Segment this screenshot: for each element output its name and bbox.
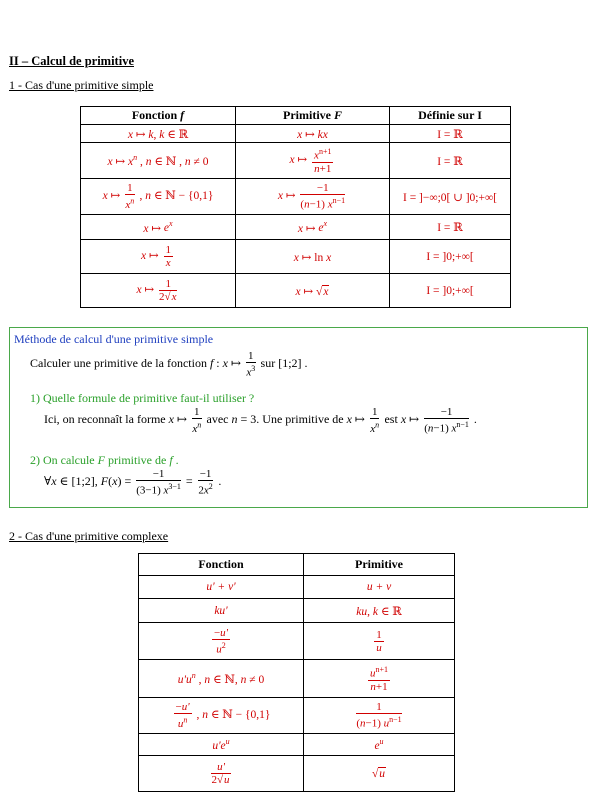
table-row: x ↦ $\frac{1}{2√x}$ x ↦ √x I = ]0;+∞[ — [81, 274, 511, 308]
table-row: x ↦ k, k ∈ ℝ x ↦ kx I = ℝ — [81, 125, 511, 143]
table-row: u' + v' u + v — [139, 576, 455, 599]
header-fonction2: Fonction — [139, 554, 304, 576]
table-row: $u'e^u$ $e^u$ — [139, 734, 455, 756]
section2-heading: 2 - Cas d'une primitive complexe — [9, 529, 169, 543]
table-row: $\frac{-u'}{u^2}$ $\frac{1}{u}$ — [139, 623, 455, 660]
simple-primitives-table — [80, 106, 511, 308]
header-fonction: Fonction f — [81, 107, 236, 125]
header-primitive2: Primitive — [304, 554, 455, 576]
header-primitive: Primitive F — [236, 107, 390, 125]
table-row: x ↦ $e^x$ x ↦ $e^x$ I = ℝ — [81, 215, 511, 240]
method-step2: 2) On calcule F primitive de f . — [30, 453, 179, 467]
table-row: x ↦ $\frac{1}{x^n}$ , n ∈ ℕ − {0,1} x ↦ $\frac{-1}{(n-1) x^{n-1}}$ I = ]−∞;0[ ∪ ]0;+∞[ — [81, 179, 511, 215]
method-intro: Calculer une primitive de la fonction f : x ↦ $\frac{1}{x^3}$ sur [1;2] . — [30, 350, 308, 379]
table-row: x ↦ $\frac{1}{x}$ x ↦ ln x I = ]0;+∞[ — [81, 240, 511, 274]
header-definie: Définie sur I — [390, 107, 511, 125]
section1-heading: 1 - Cas d'une primitive simple — [9, 78, 154, 92]
method-title: Méthode de calcul d'une primitive simple — [14, 332, 214, 346]
table-row: $u'u^n$ , n ∈ ℕ, n ≠ 0 $\frac{u^{n+1}}{n+1}$ — [139, 660, 455, 698]
table-row: x ↦ $x^n$ , n ∈ ℕ , n ≠ 0 x ↦ $\frac{x^{n+1}}{n+1}$ I = ℝ — [81, 143, 511, 179]
complex-primitives-table — [138, 553, 455, 792]
table-row: ku' ku, k ∈ ℝ — [139, 599, 455, 623]
method-step1-text: Ici, on reconnaît la forme x ↦ $\frac{1}{x^n}$ avec n = 3. Une primitive de x ↦ $\frac{1}{x^n}$ est x ↦ $\frac{-1}{(n-1) x^{n-1}}$ . — [44, 406, 477, 435]
method-step1: 1) Quelle formule de primitive faut-il utiliser ? — [30, 391, 255, 405]
table-row: $\frac{u'}{2√u}$ √u — [139, 756, 455, 792]
table-row: $\frac{-u'}{u^n}$ , n ∈ ℕ − {0,1} $\frac{1}{(n-1) u^{n-1}}$ — [139, 698, 455, 734]
method-step2-formula: ∀x ∈ [1;2], F(x) = $\frac{-1}{(3-1) x^{3-1}}$ = $\frac{-1}{2x^2}$ . — [44, 468, 222, 497]
page-title: II – Calcul de primitive — [9, 54, 134, 68]
